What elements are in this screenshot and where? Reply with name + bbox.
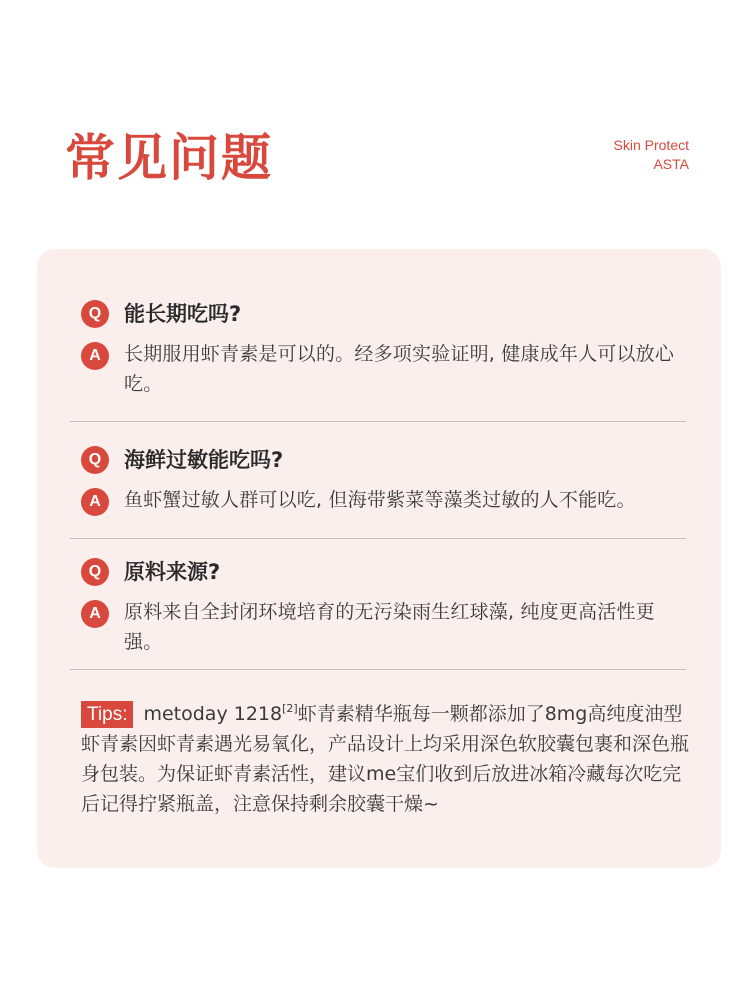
tips-block bbox=[81, 699, 691, 819]
question-text: 海鲜过敏能吃吗? bbox=[124, 448, 284, 472]
faq-item-2 bbox=[70, 445, 688, 515]
divider bbox=[70, 421, 686, 422]
question-row bbox=[70, 299, 688, 329]
brand-tag bbox=[614, 136, 689, 174]
answer-row bbox=[70, 485, 688, 515]
page-header bbox=[0, 0, 750, 240]
answer-row bbox=[70, 339, 688, 399]
faq-item-3 bbox=[70, 557, 688, 657]
tips-citation: [2] bbox=[282, 702, 298, 715]
answer-badge: A bbox=[81, 600, 109, 628]
page-title: 常见问题 bbox=[65, 129, 273, 187]
answer-badge: A bbox=[81, 342, 109, 370]
question-text: 原料来源? bbox=[124, 560, 221, 584]
divider bbox=[70, 538, 686, 539]
answer-text: 长期服用虾青素是可以的。经多项实验证明, 健康成年人可以放心吃。 bbox=[124, 343, 675, 395]
question-row bbox=[70, 445, 688, 475]
question-badge: Q bbox=[81, 300, 109, 328]
answer-row bbox=[70, 597, 688, 657]
answer-badge: A bbox=[81, 488, 109, 516]
question-badge: Q bbox=[81, 558, 109, 586]
brand-line-1: Skin Protect bbox=[613, 137, 689, 153]
answer-text: 原料来自全封闭环境培育的无污染雨生红球藻, 纯度更高活性更强。 bbox=[124, 601, 655, 653]
tips-label: Tips: bbox=[81, 701, 133, 728]
answer-text: 鱼虾蟹过敏人群可以吃, 但海带紫菜等藻类过敏的人不能吃。 bbox=[124, 489, 636, 511]
question-row bbox=[70, 557, 688, 587]
divider bbox=[70, 669, 686, 670]
question-badge: Q bbox=[81, 446, 109, 474]
question-text: 能长期吃吗? bbox=[124, 302, 242, 326]
tips-product-name: metoday 1218 bbox=[143, 703, 283, 725]
faq-card bbox=[37, 249, 721, 868]
tips-text: 虾青素精华瓶每一颗都添加了8mg高纯度油型虾青素因虾青素遇光易氧化，产品设计上均采用深色软胶囊包裹和深色瓶身包装。为保证虾青素活性，建议me宝们收到后放进冰箱冷藏每次吃完后记得拧紧瓶盖，注意保持剩余胶囊干燥~ bbox=[81, 703, 690, 815]
brand-line-2: ASTA bbox=[653, 156, 689, 172]
faq-item-1 bbox=[70, 299, 688, 399]
